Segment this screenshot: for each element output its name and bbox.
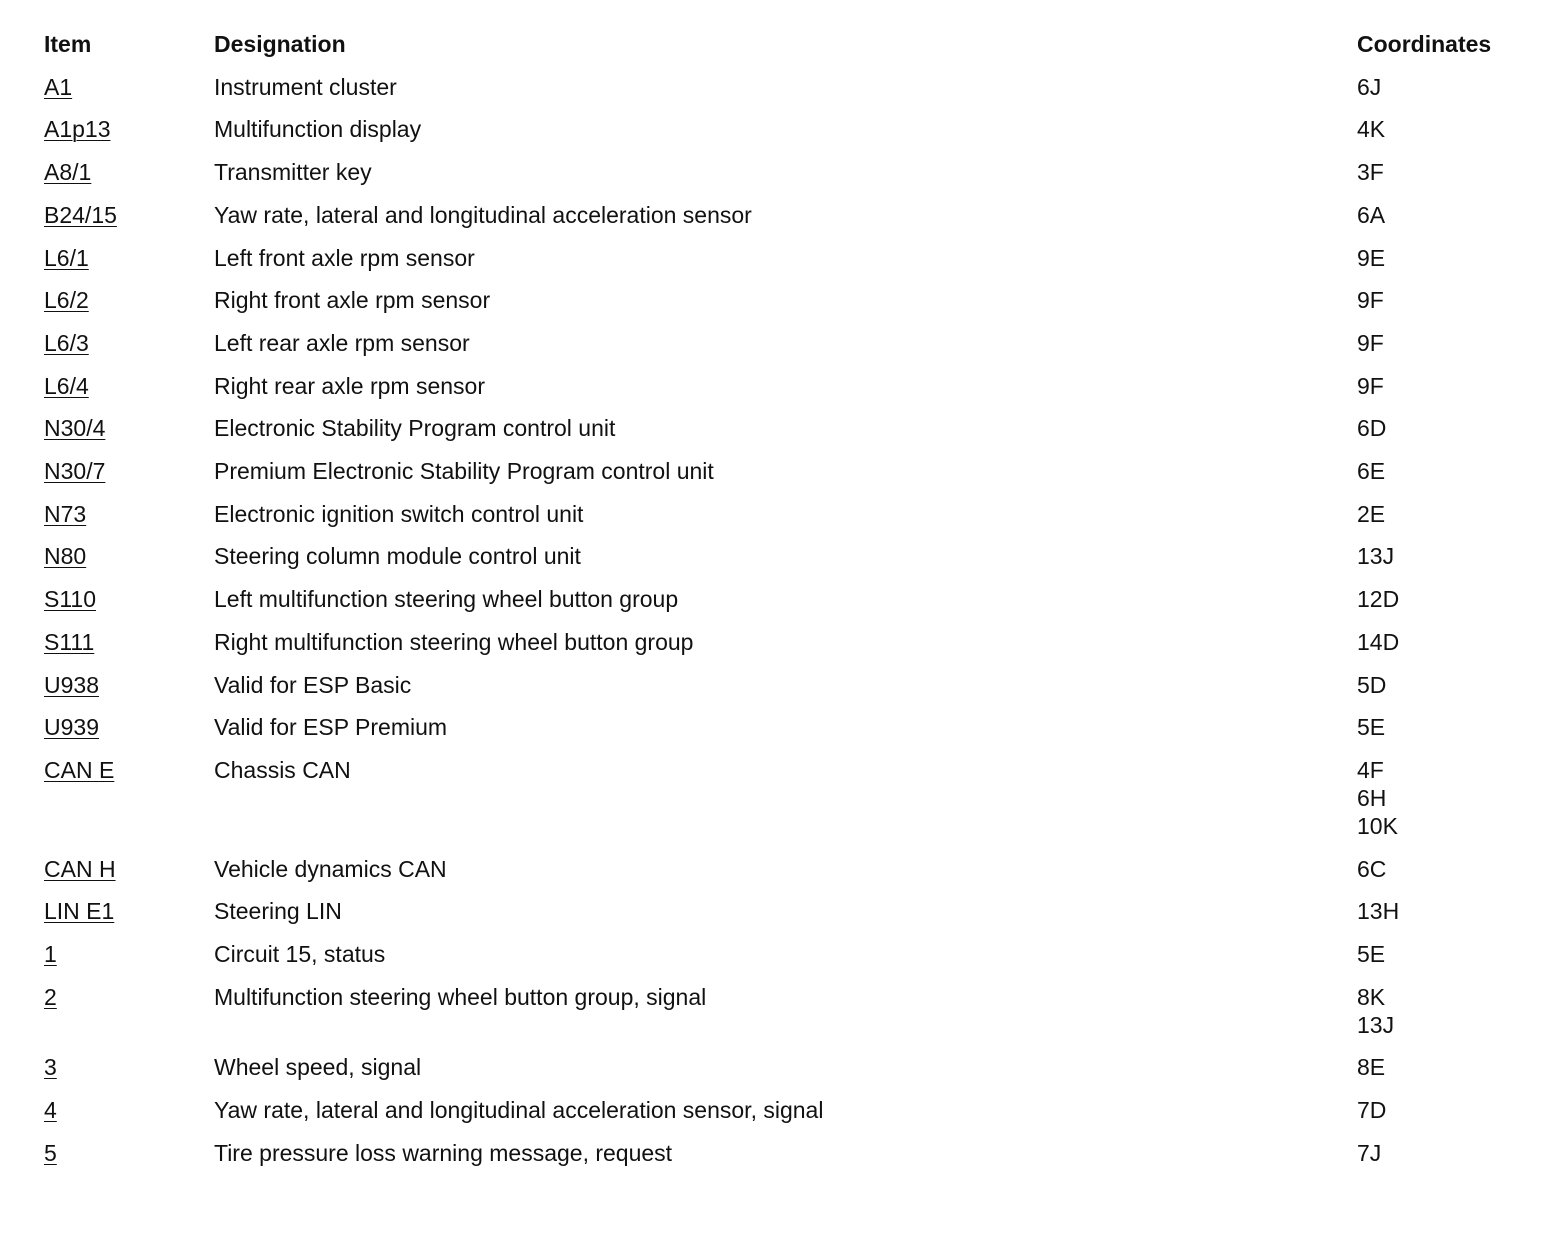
coordinates-cell [1357,115,1385,143]
coordinate-value: 6A [1357,201,1386,228]
designation-cell: Left front axle rpm sensor [214,244,475,271]
item-cell [44,414,105,442]
coordinates-cell [1357,1139,1381,1167]
item-cell [44,983,57,1011]
header-designation: Designation [214,31,346,57]
item-link[interactable]: N30/7 [44,458,106,484]
designation-cell: Left rear axle rpm sensor [214,329,470,356]
coordinate-value: 6D [1357,415,1387,442]
item-cell [44,1053,57,1081]
item-link[interactable]: 5 [44,1139,57,1166]
designation-cell: Valid for ESP Premium [214,714,448,741]
item-link[interactable]: S110 [44,586,97,613]
coordinates-cell [1357,286,1384,314]
designation-cell: Right front axle rpm sensor [214,287,491,314]
designation-cell: Vehicle dynamics CAN [214,855,447,882]
item-cell [44,201,117,229]
item-cell [44,940,57,968]
item-cell [44,585,96,613]
coordinates-cell [1357,372,1384,400]
designation-cell: Multifunction steering wheel button group, signal [214,983,707,1010]
coordinates-cell [1357,73,1381,101]
coordinates-cell [1357,940,1385,968]
designation-cell: Valid for ESP Basic [214,671,412,698]
coordinate-value: 8E [1357,1054,1386,1081]
coordinate-value: 5D [1357,671,1387,698]
item-cell [44,897,114,925]
coordinates-cell [1357,671,1386,699]
coordinates-cell [1357,500,1385,528]
designation-cell: Circuit 15, status [214,941,386,967]
item-cell [44,542,86,570]
coordinate-value: 10K [1357,812,1398,839]
coordinate-value: 6J [1357,73,1382,100]
designation-cell: Yaw rate, lateral and longitudinal acceleration sensor, signal [214,1097,824,1124]
coordinates-cell [1357,1053,1385,1081]
item-cell [44,500,86,528]
coordinates-cell [1357,983,1394,1039]
coordinate-value: 8K [1357,983,1386,1010]
coordinate-value: 2E [1357,500,1386,527]
coordinate-value: 12D [1357,586,1400,613]
designation-cell: Tire pressure loss warning message, request [214,1139,673,1166]
item-link[interactable]: 4 [44,1097,57,1124]
coordinate-value: 9F [1357,372,1384,399]
item-link[interactable]: N80 [44,543,87,570]
item-cell [44,372,89,400]
header-coordinates: Coordinates [1357,31,1492,57]
designation-cell: Electronic ignition switch control unit [214,500,584,527]
coordinates-cell [1357,756,1398,840]
item-cell [44,158,91,186]
item-link[interactable]: U938 [44,671,99,698]
coordinate-value: 7D [1357,1097,1387,1124]
item-link[interactable]: CAN E [44,756,115,783]
coordinate-value: 4F [1357,756,1384,783]
item-link[interactable]: 2 [44,983,57,1010]
designation-cell: Right multifunction steering wheel button group [214,628,694,655]
coordinates-cell [1357,201,1385,229]
designation-cell: Premium Electronic Stability Program control unit [214,458,714,484]
item-cell [44,73,72,101]
designation-cell: Yaw rate, lateral and longitudinal acceleration sensor [214,201,752,228]
coordinate-value: 5E [1357,941,1386,967]
item-link[interactable]: A1p13 [44,116,111,143]
coordinate-value: 9F [1357,329,1384,356]
designation-cell: Instrument cluster [214,73,397,100]
item-link[interactable]: N73 [44,500,87,527]
coordinates-cell [1357,329,1384,357]
item-link[interactable]: U939 [44,714,99,741]
item-link[interactable]: LIN E1 [44,898,115,925]
item-cell [44,713,99,741]
designation-cell: Wheel speed, signal [214,1054,422,1081]
designation-cell: Left multifunction steering wheel button group [214,586,679,613]
designation-cell: Transmitter key [214,159,372,186]
coordinate-value: 13J [1357,543,1395,570]
item-link[interactable]: A8/1 [44,159,92,186]
item-cell [44,756,114,784]
item-link[interactable]: L6/3 [44,329,89,356]
item-link[interactable]: L6/2 [44,287,89,314]
item-link[interactable]: L6/4 [44,372,89,399]
item-cell [44,855,116,883]
designation-cell: Right rear axle rpm sensor [214,372,485,399]
coordinate-value: 13H [1357,898,1400,925]
designation-cell: Chassis CAN [214,756,351,783]
header-item: Item [44,31,92,57]
coordinate-value: 14D [1357,628,1400,655]
item-cell [44,115,111,143]
coordinates-cell [1357,855,1386,883]
coordinate-value: 6E [1357,458,1386,484]
item-link[interactable]: N30/4 [44,415,106,442]
item-cell [44,329,89,357]
item-cell [44,1096,57,1124]
item-link[interactable]: A1 [44,73,73,100]
coordinates-cell [1357,585,1399,613]
designation-cell: Steering column module control unit [214,543,581,570]
item-cell [44,671,99,699]
designation-cell: Steering LIN [214,898,342,925]
coordinates-cell [1357,414,1386,442]
coordinate-value: 5E [1357,714,1386,741]
item-link[interactable]: 1 [44,941,57,967]
item-link[interactable]: 3 [44,1054,57,1081]
coordinate-value: 6H [1357,784,1387,811]
item-cell [44,244,89,272]
coordinate-value: 9E [1357,244,1386,271]
item-cell [44,286,89,314]
coordinate-value: 4K [1357,116,1386,143]
coordinate-value: 3F [1357,159,1384,186]
coordinates-cell [1357,713,1385,741]
item-link[interactable]: CAN H [44,855,116,882]
coordinate-value: 9F [1357,287,1384,314]
item-link[interactable]: L6/1 [44,244,89,271]
coordinates-cell [1357,158,1384,186]
coordinate-value: 6C [1357,855,1387,882]
item-cell [44,628,94,656]
coordinates-cell [1357,628,1399,656]
coordinate-value: 13J [1357,1011,1395,1038]
coordinates-cell [1357,542,1394,570]
coordinates-cell [1357,244,1385,272]
item-cell [44,1139,57,1167]
coordinate-value: 7J [1357,1139,1382,1166]
item-link[interactable]: S111 [44,628,95,655]
item-cell [44,457,105,485]
designation-cell: Electronic Stability Program control unit [214,415,616,442]
coordinates-cell [1357,1096,1386,1124]
coordinates-cell [1357,457,1385,485]
item-link[interactable]: B24/15 [44,201,117,228]
designation-cell: Multifunction display [214,116,422,143]
coordinates-cell [1357,897,1399,925]
